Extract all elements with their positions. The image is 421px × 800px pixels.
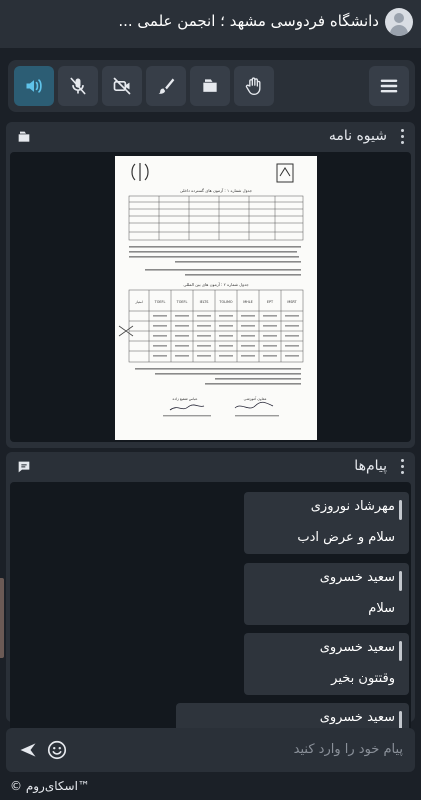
table2-title: جدول شماره ۲ : آزمون های بین المللی <box>183 282 249 287</box>
speaker-button[interactable] <box>14 66 54 106</box>
emblem-icon <box>132 163 148 181</box>
svg-text:TOEFL: TOEFL <box>176 300 188 304</box>
table-1 <box>129 196 303 240</box>
hand-icon <box>244 76 264 96</box>
message-composer <box>6 728 415 772</box>
university-logo-icon <box>277 164 293 182</box>
chat-panel-title: پیام‌ها <box>354 458 387 474</box>
chat-panel <box>6 452 415 725</box>
chat-panel-header <box>6 452 415 482</box>
whiteboard-button[interactable] <box>146 66 186 106</box>
room-title: دانشگاه فردوسی مشهد ؛ انجمن علمی ... <box>118 12 379 30</box>
document-options-icon[interactable] <box>401 129 405 145</box>
message-text: سلام و عرض ادب <box>297 530 395 545</box>
message-text: وقتتون بخیر <box>331 671 395 686</box>
message-text: سلام <box>368 601 395 616</box>
folder-icon <box>200 76 220 96</box>
top-bar <box>0 0 421 48</box>
signature-icon <box>235 402 273 408</box>
main-menu-button[interactable] <box>369 66 409 106</box>
chat-options-icon[interactable] <box>401 459 405 475</box>
message-sender: مهرشاد نوروزی <box>310 499 395 514</box>
document-viewer[interactable] <box>10 152 411 442</box>
send-icon[interactable] <box>18 740 38 760</box>
svg-text:IELTS: IELTS <box>199 300 209 304</box>
message-sender: سعید خسروی <box>319 640 395 655</box>
document-page <box>115 156 317 440</box>
svg-text:TOLIMO: TOLIMO <box>219 300 233 304</box>
table1-title: جدول شماره ۱ : آزمون های گسترده داخلی <box>179 188 253 193</box>
document-panel-title: شیوه نامه <box>328 128 387 144</box>
edge-handle <box>0 578 4 658</box>
toolbar <box>8 60 415 112</box>
menu-icon <box>378 75 400 97</box>
brush-icon <box>156 76 176 96</box>
camera-off-icon <box>112 76 132 96</box>
message-item <box>244 492 409 554</box>
message-list[interactable] <box>10 482 411 740</box>
message-sender: سعید خسروی <box>319 570 395 585</box>
folder-icon <box>16 129 32 145</box>
speaker-icon <box>24 76 44 96</box>
svg-text:EPT: EPT <box>266 300 274 304</box>
message-input[interactable]: پیام خود را وارد کنید <box>293 742 403 757</box>
mic-muted-icon <box>68 76 88 96</box>
brand-footer: © اسکای‌روم™ <box>10 779 90 793</box>
document-panel <box>6 122 415 448</box>
chat-icon <box>16 459 32 475</box>
signature-name-1: عباس شفیع زاده <box>172 397 198 401</box>
document-panel-header <box>6 122 415 152</box>
emoji-icon[interactable] <box>46 739 68 761</box>
svg-text:MSRT: MSRT <box>287 300 297 304</box>
files-button[interactable] <box>190 66 230 106</box>
signature-name-2: معاون آموزشی <box>243 397 267 401</box>
message-item <box>244 633 409 695</box>
message-item <box>244 563 409 625</box>
mic-button[interactable] <box>58 66 98 106</box>
user-avatar[interactable] <box>385 8 413 36</box>
document-page-drawing <box>115 156 317 440</box>
camera-button[interactable] <box>102 66 142 106</box>
svg-text:TOEFL: TOEFL <box>154 300 166 304</box>
signature-icon <box>170 405 204 410</box>
message-sender: سعید خسروی <box>319 710 395 725</box>
svg-text:امتیاز: امتیاز <box>135 300 143 304</box>
svg-text:MHLE: MHLE <box>243 300 253 304</box>
raise-hand-button[interactable] <box>234 66 274 106</box>
